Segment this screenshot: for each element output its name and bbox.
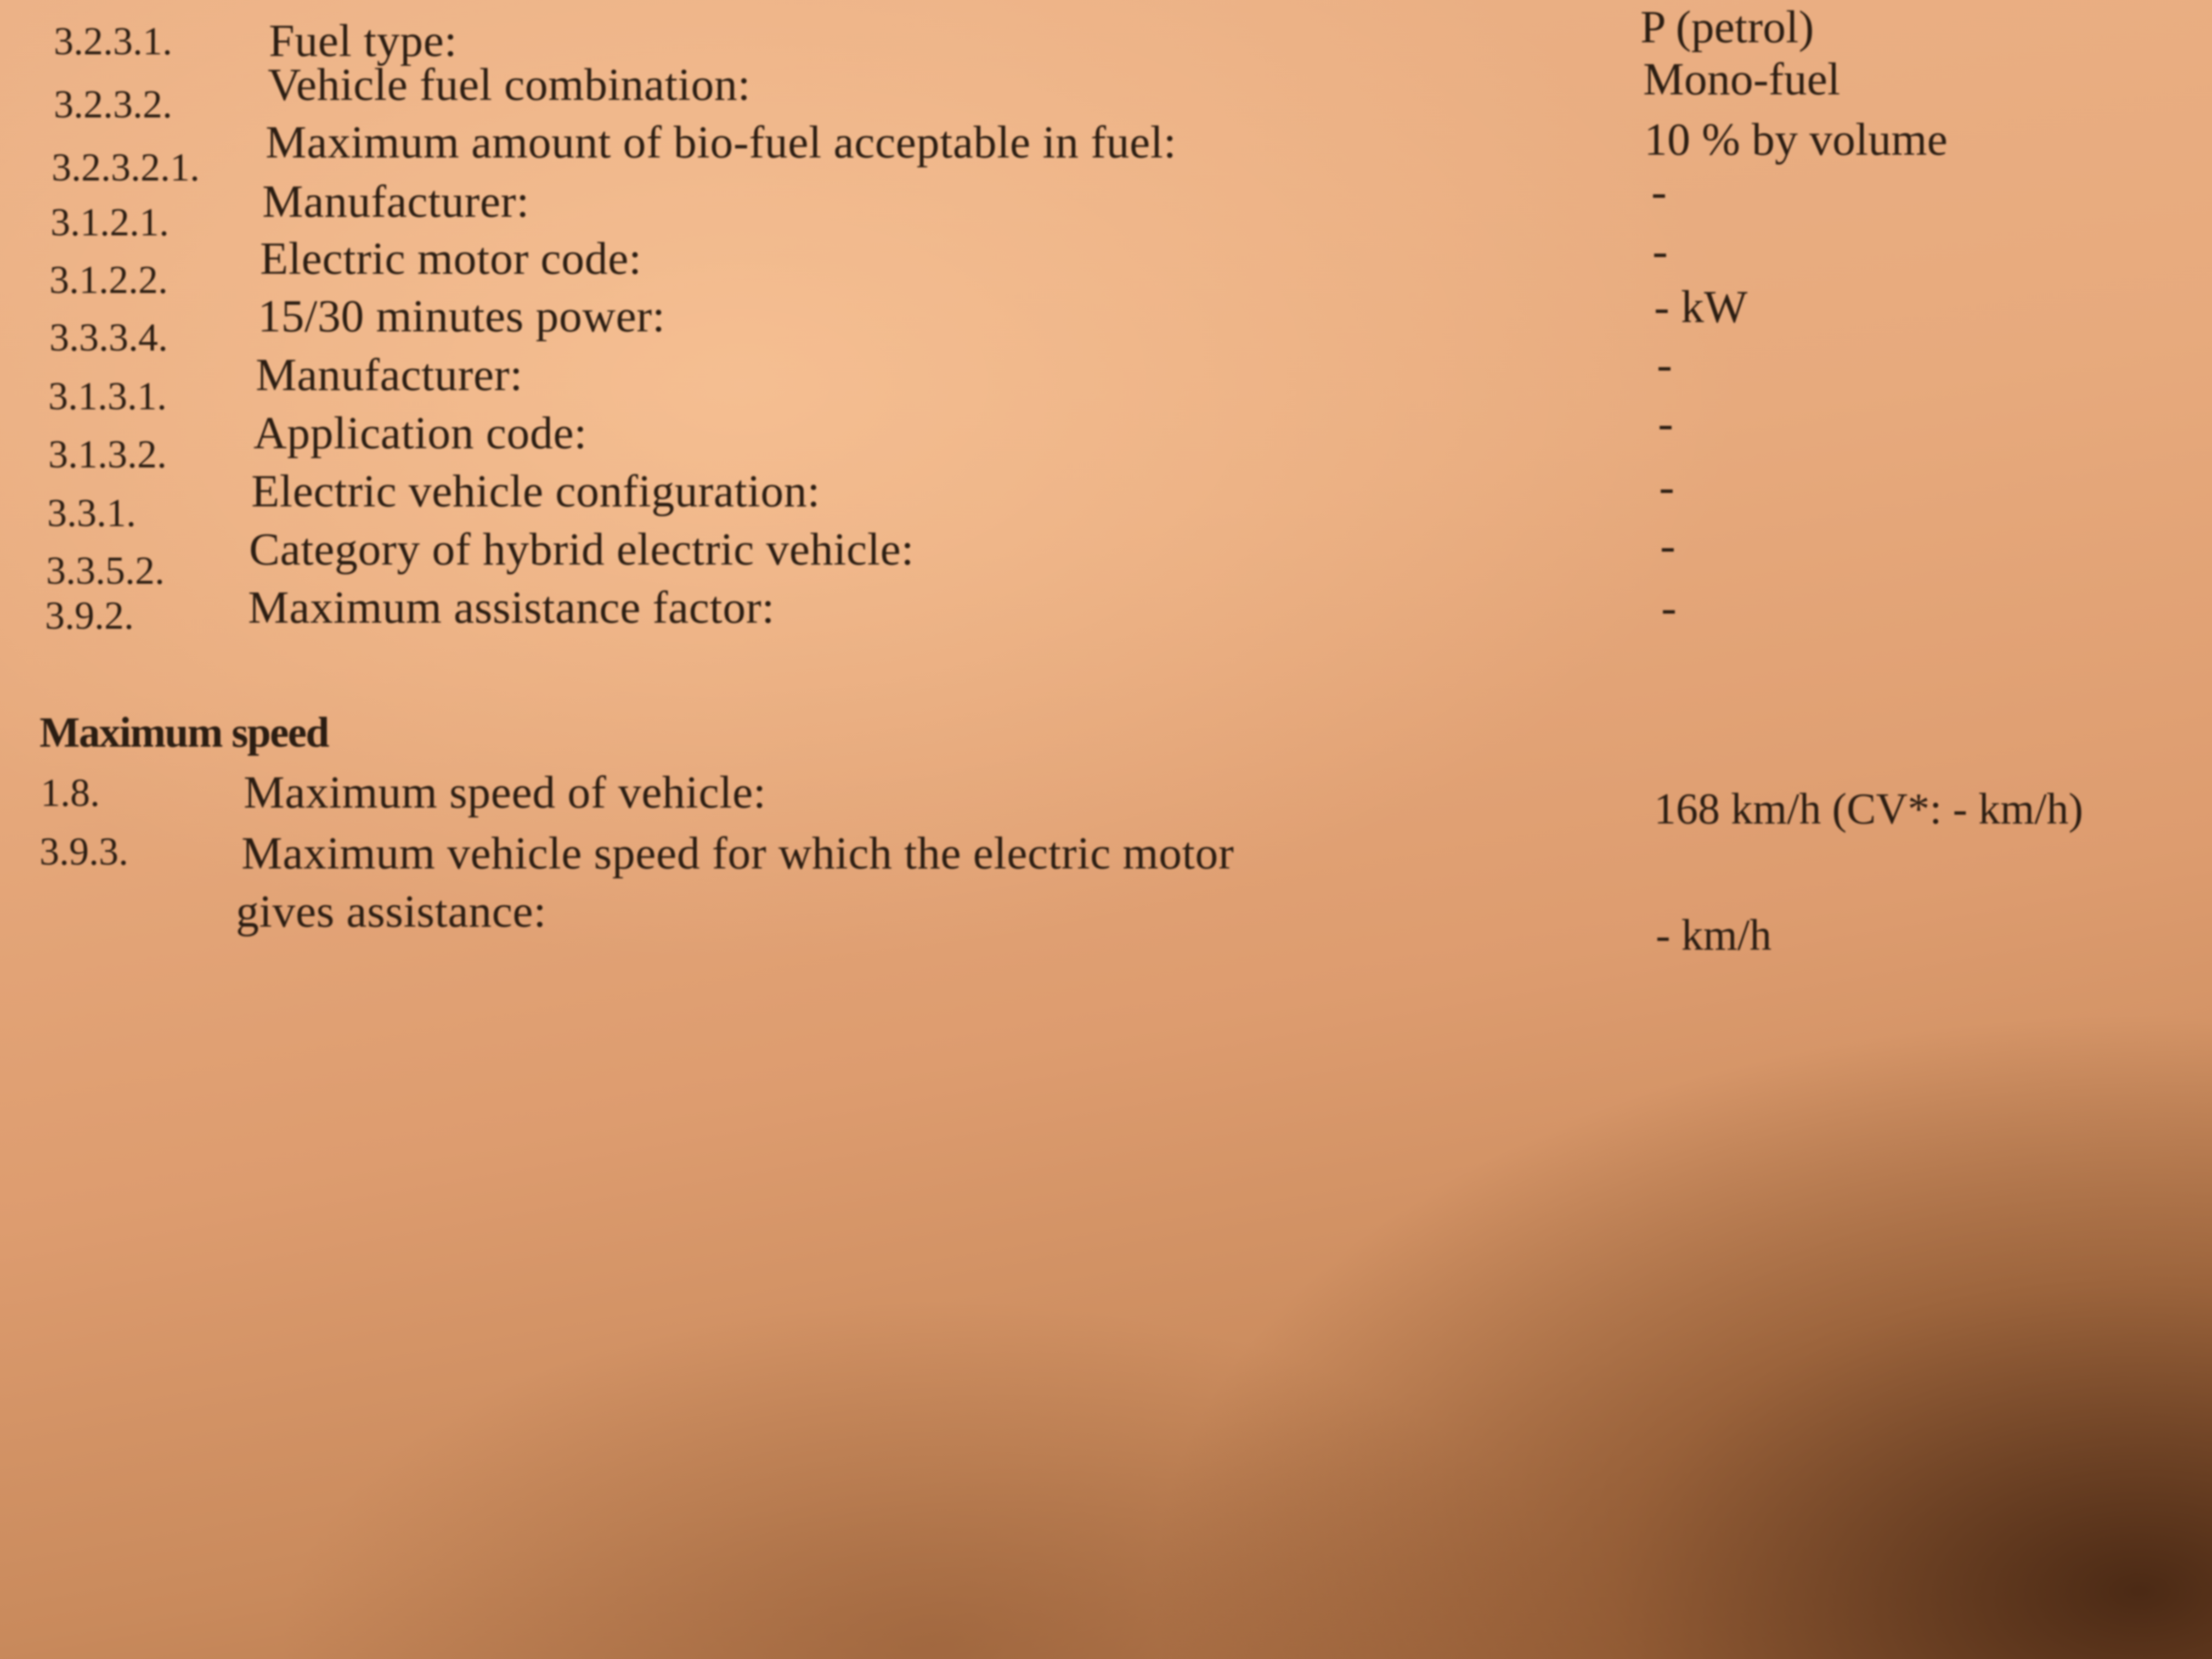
item-value: - km/h	[1656, 911, 1772, 960]
item-number: 3.1.3.2.	[48, 432, 167, 476]
item-number: 3.9.3.	[40, 830, 128, 873]
item-label: Maximum amount of bio-fuel acceptable in fuel:	[266, 117, 1177, 168]
item-label: Electric motor code:	[260, 233, 642, 284]
item-number: 3.1.2.1.	[50, 200, 169, 244]
item-value: - kW	[1654, 281, 1748, 332]
item-number: 1.8.	[41, 771, 100, 815]
section-heading: Maximum speed	[40, 708, 329, 756]
item-number: 3.1.2.2.	[49, 258, 168, 302]
item-number: 3.2.3.2.1.	[52, 145, 200, 189]
item-value: -	[1660, 520, 1675, 571]
item-value: -	[1661, 582, 1677, 633]
item-value: P (petrol)	[1640, 2, 1814, 53]
item-number: 3.2.3.2.	[54, 82, 172, 126]
item-number: 3.3.1.	[47, 491, 136, 535]
item-label: 15/30 minutes power:	[258, 291, 665, 342]
item-value: 10 % by volume	[1644, 114, 1948, 165]
item-number: 3.3.5.2.	[46, 549, 165, 592]
item-value: -	[1651, 166, 1667, 217]
item-number: 3.3.3.4.	[49, 315, 168, 359]
item-label: Maximum speed of vehicle:	[244, 767, 766, 818]
item-label: Electric vehicle configuration:	[251, 466, 821, 517]
item-label: Fuel type:	[269, 15, 458, 66]
item-value: Mono-fuel	[1643, 54, 1841, 105]
item-number: 3.2.3.1.	[54, 19, 172, 63]
item-label-continued: gives assistance:	[236, 886, 547, 937]
item-value: -	[1659, 461, 1674, 512]
item-label: Maximum assistance factor:	[248, 582, 775, 633]
item-value: -	[1657, 339, 1672, 390]
item-value: -	[1652, 225, 1668, 276]
item-value: -	[1658, 398, 1673, 449]
item-label: Application code:	[253, 408, 587, 459]
item-label: Manufacturer:	[256, 349, 523, 400]
item-label: Manufacturer:	[262, 176, 529, 227]
item-label: Category of hybrid electric vehicle:	[249, 524, 915, 575]
item-number: 3.9.2.	[45, 594, 134, 637]
item-value: 168 km/h (CV*: - km/h)	[1654, 785, 2084, 833]
item-label: Vehicle fuel combination:	[268, 59, 751, 110]
item-number: 3.1.3.1.	[48, 374, 167, 418]
item-label: Maximum vehicle speed for which the electric motor	[241, 828, 1234, 879]
